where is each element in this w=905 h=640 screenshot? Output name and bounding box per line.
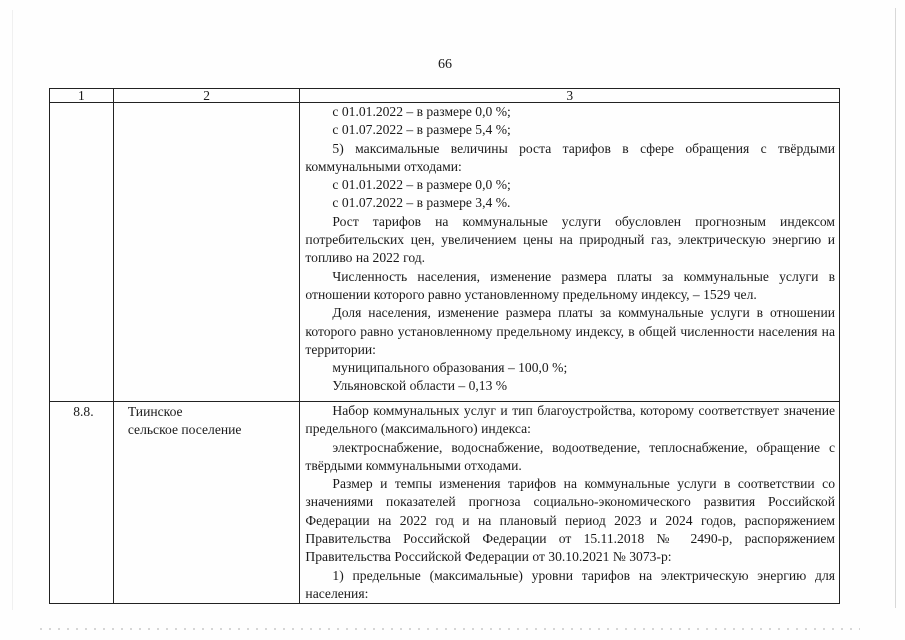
content-paragraph: Размер и темпы изменения тарифов на коммунальные услуги в соответствии со значениями показателей прогноза социально-экономического развития Российской Федерации на 2022 год и на плановый период 2023 и 2024 годов, распоряжением Правительства Российской Федерации от 15.11.2018 № 2490-р, распоряжением Правительства Российской Федерации от 30.10.2021 № 3073-р:: [305, 476, 835, 565]
row-content-cell: [300, 103, 840, 402]
content-line: Ульяновской области – 0,13 %: [332, 378, 508, 394]
column-header-2: 2: [113, 89, 300, 103]
content-line: с 01.07.2022 – в размере 5,4 %;: [332, 122, 511, 138]
content-paragraph: Набор коммунальных услуг и тип благоустройства, которому соответствует значение предельного (максимального) индекса:: [305, 403, 835, 437]
page-number: 66: [438, 57, 452, 72]
scan-edge-left: [12, 10, 13, 610]
scan-noise: [40, 628, 860, 630]
content-line: муниципального образования – 100,0 %;: [332, 360, 568, 376]
settlement-name-line: Тиинское: [127, 404, 183, 419]
column-header-3: 3: [300, 89, 840, 103]
content-paragraph: 1) предельные (максимальные) уровни тарифов на электрическую энергию для населения:: [305, 567, 835, 601]
content-line: с 01.01.2022 – в размере 0,0 %;: [332, 177, 511, 193]
table-header-row: [50, 89, 840, 103]
content-paragraph: Доля населения, изменение размера платы за коммунальные услуги в отношении которого равно установленному предельному индексу, в общей численности населения на территории:: [305, 305, 835, 357]
row-name-cell: [113, 402, 300, 604]
row-content-cell: [300, 402, 840, 604]
row-number-cell: 8.8.: [50, 402, 114, 604]
row-name-cell: [113, 103, 300, 402]
content-paragraph: Численность населения, изменение размера платы за коммунальные услуги в отношении которого равно установленному предельному индексу, – 1529 чел.: [305, 268, 835, 302]
table-row: [50, 103, 840, 402]
column-header-1: 1: [50, 89, 114, 103]
content-paragraph: электроснабжение, водоснабжение, водоотведение, теплоснабжение, обращение с твёрдыми коммунальными отходами.: [305, 439, 835, 473]
content-line: с 01.01.2022 – в размере 0,0 %;: [332, 104, 511, 119]
tariff-table: [49, 88, 840, 604]
content-paragraph: Рост тарифов на коммунальные услуги обусловлен прогнозным индексом потребительских цен, увеличением цены на природный газ, электрическую энергию и топливо на 2022 год.: [305, 213, 835, 266]
content-paragraph: 5) максимальные величины роста тарифов в сфере обращения с твёрдыми коммунальными отходами:: [305, 140, 835, 174]
table-row: [50, 402, 840, 604]
content-line: с 01.07.2022 – в размере 3,4 %.: [332, 195, 511, 211]
settlement-name-line: сельское поселение: [127, 422, 242, 438]
scan-edge-right: [895, 8, 896, 608]
row-number-cell: [50, 103, 114, 402]
